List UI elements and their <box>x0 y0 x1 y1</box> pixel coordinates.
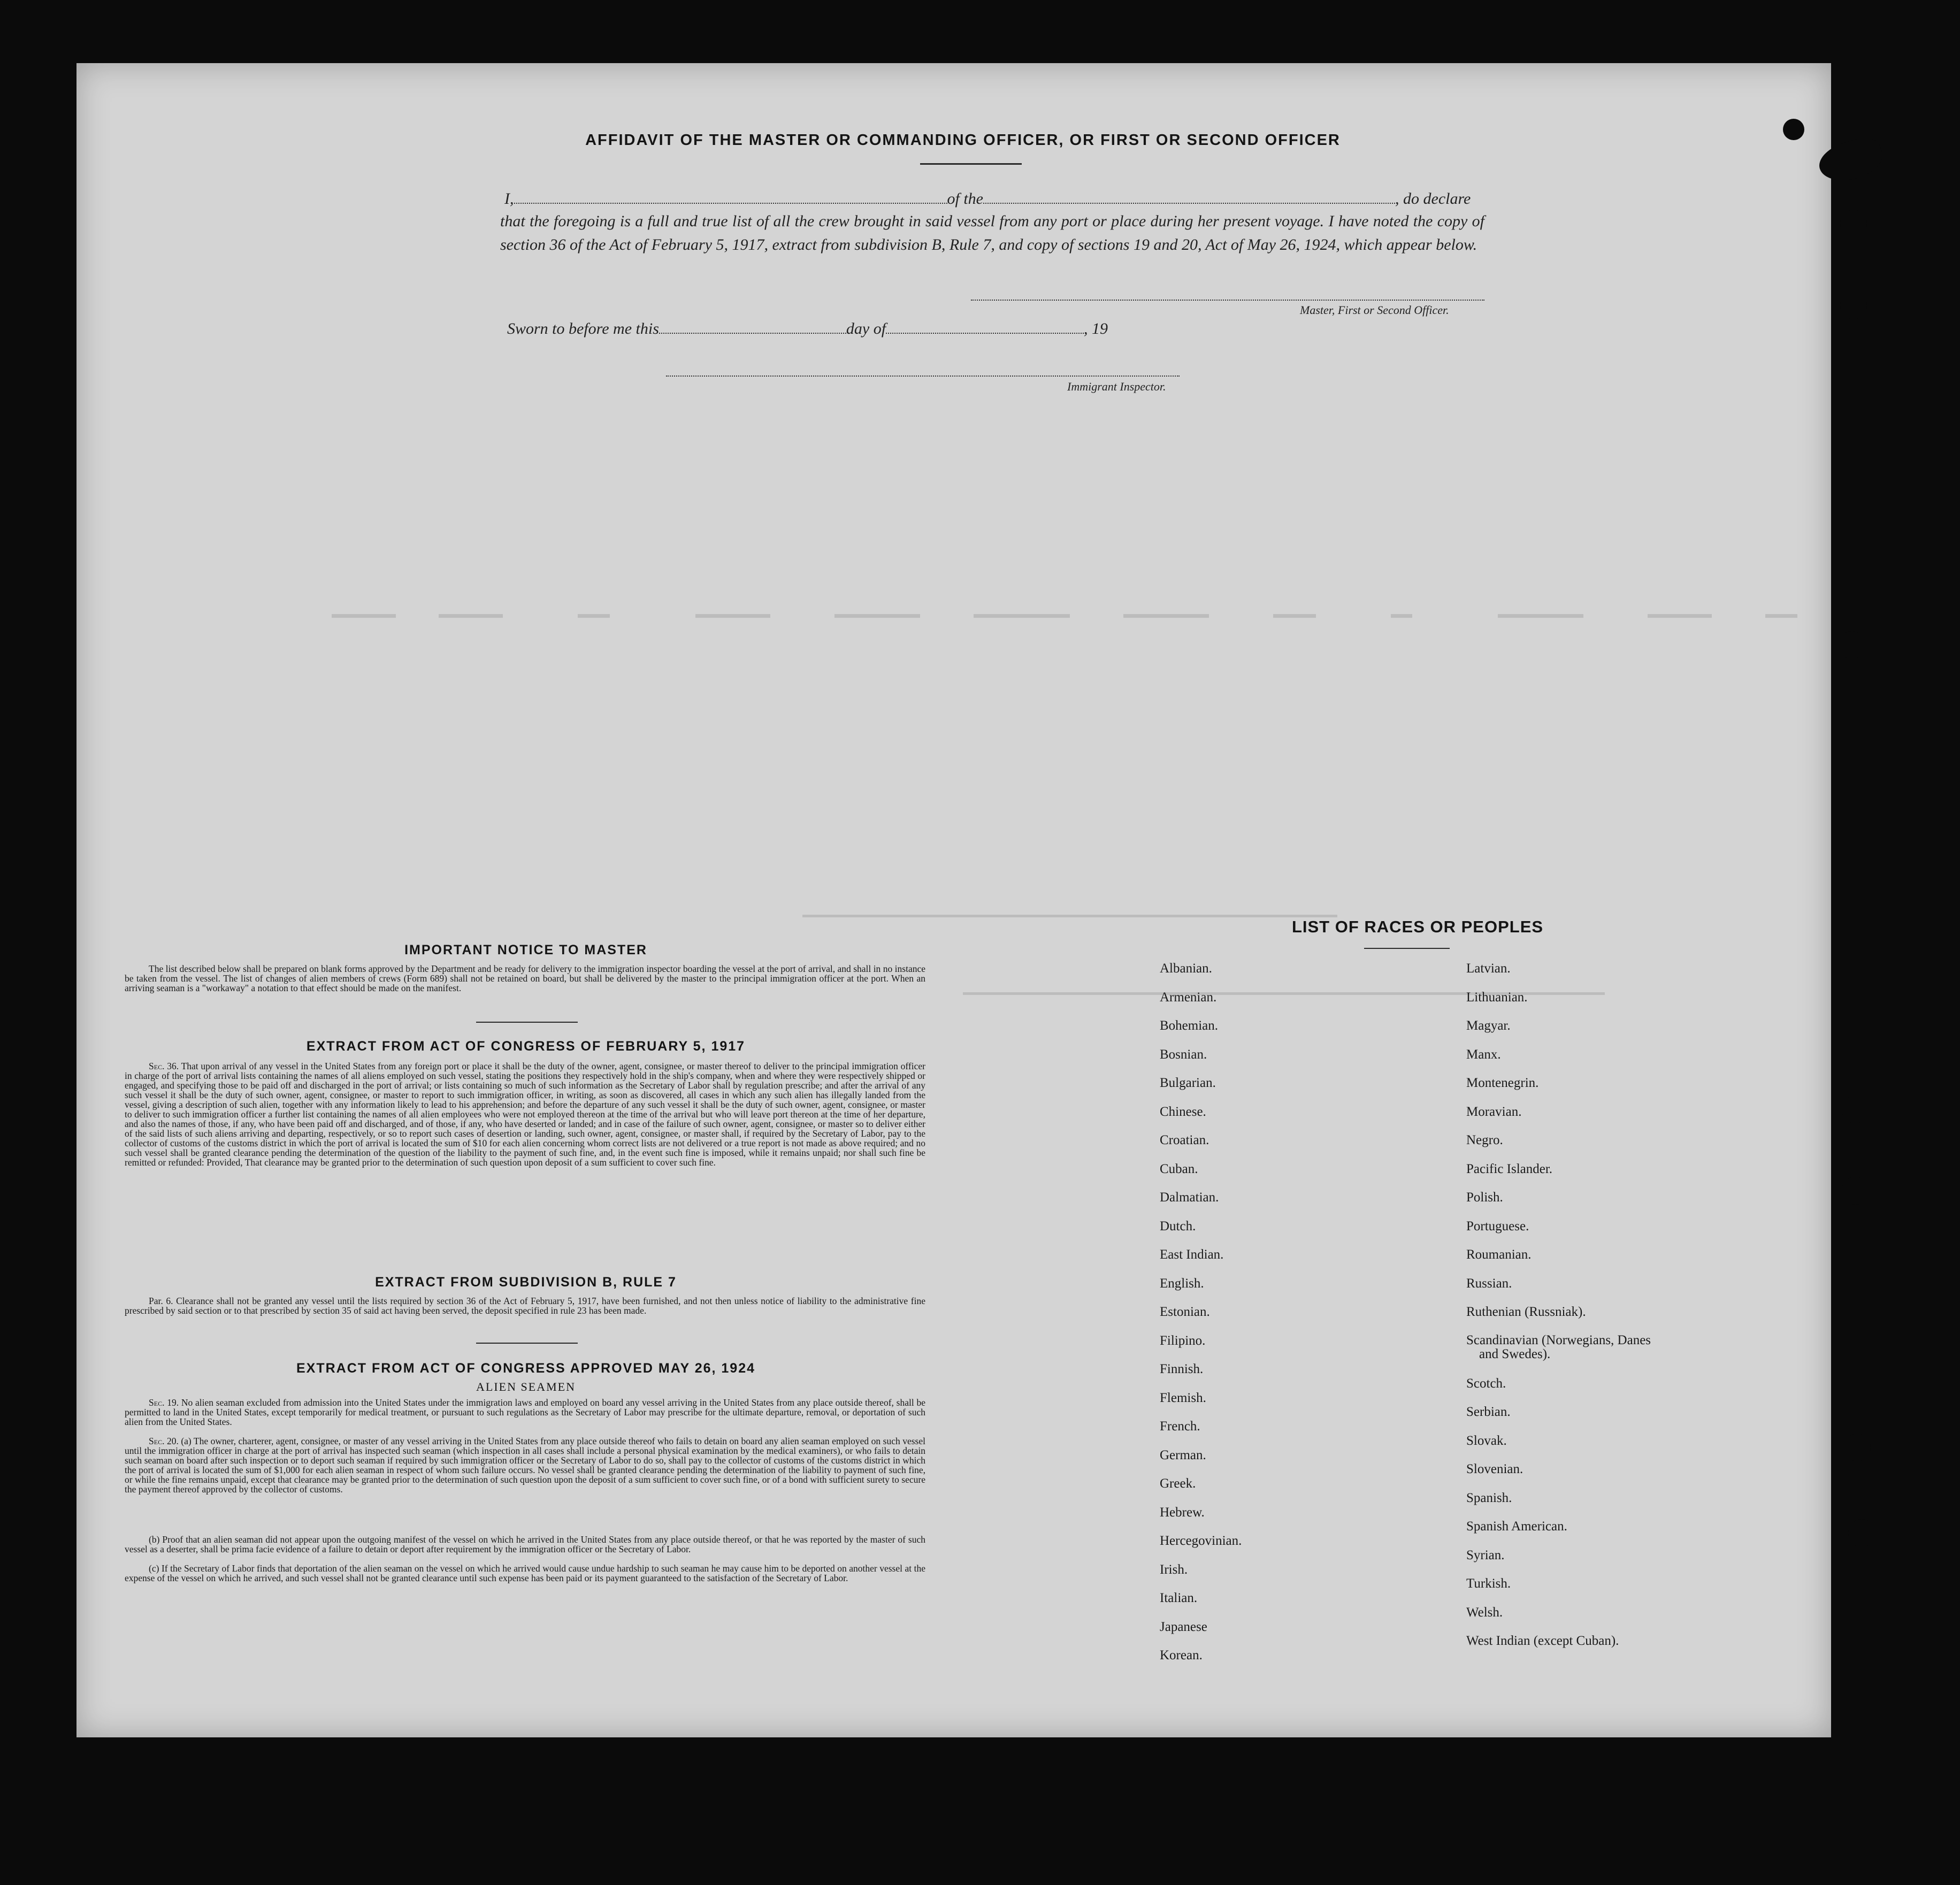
race-item: Armenian. <box>1160 990 1217 1005</box>
sec-20b-text: (b) Proof that an alien seaman did not appear upon the outgoing manifest of the vessel on which he arrived in the United States from any place outside thereof, or that he was reported by the master of such vessel as a deserter, shall be prima facie evidence of a failure to detain or deport after requirement by the immigration officer or the Secretary of Labor. <box>125 1534 925 1554</box>
races-divider <box>1364 948 1450 949</box>
sec-36-body: That upon arrival of any vessel in the United States from any foreign port or place it shall be the duty of the owner, agent, consignee, or master thereof to deliver to the principal immigration officer in charge of the port of arrival lists containing the names of all aliens employed on such vessel, stating the positions they respectively hold in the ship's company, when and where they were respectively shipped or engaged, and specifying those to be paid off and discharged in the port of arrival; or lists containing so much of such information as the Secretary of Labor shall by regulation prescribe; and after the arrival of any such vessel it shall be the duty of such owner, agent, consignee, or master to report to such immigration officer, in writing, as soon as discovered, all cases in which any such alien has illegally landed from the vessel, giving a description of such alien, together with any information likely to lead to his apprehension; and before the departure of any such vessel it shall be the duty of such owner, agent, consignee, or master to deliver to such immigration officer a further list containing the names of all alien employees who were not employed thereon at the time of the arrival but who will leave port thereon at the time of her departure, and also the names of those, if any, who have been paid off and discharged, and of those, if any, who have deserted or landed; and in case of the failure of such owner, agent, consignee, or master so to deliver either of the said lists of such aliens arriving and departing, respectively, or so to report such cases of desertion or landing, such owner, agent, consignee, or master shall, if required by the Secretary of Labor, pay to the collector of customs of the customs district in which the port of arrival is located the sum of $10 for each alien concerning whom correct lists are not delivered or a true report is not made as above required; and no such vessel shall be granted clearance pending the determination of the question of the liability to the payment of such fine, and, in the event such fine is imposed, while it remains unpaid; nor shall such fine be remitted or refunded: Provided, That clearance may be granted prior to the determination of such question upon deposit of a sum sufficient to cover such fine. <box>125 1061 925 1168</box>
punch-hole <box>1844 1434 1871 1461</box>
alien-seamen-subtitle: ALIEN SEAMEN <box>476 1380 576 1393</box>
notice-title: IMPORTANT NOTICE TO MASTER <box>404 942 647 957</box>
bleed-mark <box>578 614 610 618</box>
punch-hole <box>1842 1177 1869 1205</box>
race-item: Negro. <box>1466 1133 1503 1147</box>
race-item: Scotch. <box>1466 1376 1506 1391</box>
race-item: Polish. <box>1466 1190 1503 1205</box>
race-item: Manx. <box>1466 1047 1501 1062</box>
bleed-mark <box>974 614 1070 618</box>
year-prefix: , 19 <box>1084 320 1108 338</box>
sec-19-lead: Sec. 19. <box>149 1397 179 1408</box>
bleed-mark <box>834 614 920 618</box>
race-item: Turkish. <box>1466 1576 1511 1591</box>
extract-1917-text <box>125 1061 925 1167</box>
race-item: Russian. <box>1466 1276 1512 1291</box>
race-item: Slovenian. <box>1466 1462 1523 1477</box>
race-item: Serbian. <box>1466 1405 1511 1420</box>
race-item: Dalmatian. <box>1160 1190 1219 1205</box>
punch-hole <box>1839 631 1865 659</box>
race-item: Magyar. <box>1466 1018 1511 1033</box>
bleed-mark <box>1123 614 1209 618</box>
race-item: Estonian. <box>1160 1305 1210 1319</box>
race-item: Dutch. <box>1160 1219 1196 1233</box>
extract-1917-title: EXTRACT FROM ACT OF CONGRESS OF FEBRUARY 5, 1917 <box>306 1039 746 1054</box>
race-item: Bohemian. <box>1160 1018 1219 1033</box>
punch-hole <box>1848 1519 1875 1547</box>
affidavit-title: AFFIDAVIT OF THE MASTER OR COMMANDING OFFICER, OR FIRST OR SECOND OFFICER <box>585 132 1341 149</box>
race-item: Slovak. <box>1466 1433 1507 1448</box>
race-item: French. <box>1160 1419 1200 1434</box>
day-of-label: day of <box>846 320 886 338</box>
race-item: Latvian. <box>1466 961 1511 976</box>
race-item: Portuguese. <box>1466 1219 1529 1233</box>
race-item: East Indian. <box>1160 1247 1224 1262</box>
race-item: Spanish. <box>1466 1490 1512 1505</box>
race-item: Flemish. <box>1160 1390 1206 1405</box>
of-the-label: of the <box>947 190 983 208</box>
extract-rule7-text: Par. 6. Clearance shall not be granted any vessel until the lists required by section 36 of the Act of February 5, 1917, have been furnished, and not then unless notice of liability to the administrative fine prescribed by said section or to that prescribed by section 35 of said act having been served, the deposit specified in rule 23 has been made. <box>125 1296 925 1316</box>
race-item: Ruthenian (Russniak). <box>1466 1305 1586 1319</box>
extract-rule7-title: EXTRACT FROM SUBDIVISION B, RULE 7 <box>375 1275 677 1290</box>
race-item: Albanian. <box>1160 961 1212 976</box>
race-item: Lithuanian. <box>1466 990 1528 1005</box>
race-item: Italian. <box>1160 1591 1198 1605</box>
do-declare-label: , do declare <box>1395 190 1471 208</box>
title-divider <box>920 163 1022 165</box>
sec-19-body: No alien seaman excluded from admission into the United States under the immigration laws and employed on board any vessel arriving in the United States from any place outside thereof, shall be permitted to land in the United States, except temporarily for medical treatment, or pursuant to such regulations as the Secretary of Labor may prescribe for the ultimate departure, removal, or deportation of such alien from the United States. <box>125 1397 925 1427</box>
race-item: Hercegovinian. <box>1160 1534 1242 1548</box>
sec-20c-text: (c) If the Secretary of Labor finds that deportation of the alien seaman on the vessel on which he arrived would cause undue hardship to such seaman he may cause him to be deported on another vessel at the expense of the vessel on which he arrived, and such vessel shall not be granted clearance until such expense has been paid or its payment guaranteed to the satisfaction of the Secretary of Labor. <box>125 1563 925 1583</box>
bleed-mark <box>439 614 503 618</box>
sec-19-text <box>125 1398 925 1427</box>
race-item: Chinese. <box>1160 1104 1206 1119</box>
races-title: LIST OF RACES OR PEOPLES <box>1291 917 1544 936</box>
section-divider <box>476 1022 578 1023</box>
race-item: West Indian (except Cuban). <box>1466 1634 1619 1649</box>
race-item: Bosnian. <box>1160 1047 1207 1062</box>
extract-1924-title: EXTRACT FROM ACT OF CONGRESS APPROVED MAY 26, 1924 <box>296 1361 756 1376</box>
race-item: Welsh. <box>1466 1605 1503 1620</box>
race-item: German. <box>1160 1447 1206 1462</box>
affidavit-body: that the foregoing is a full and true list of all the crew brought in said vessel from any port or place during her present voyage. I have noted the copy of section 36 of the Act of February 5, 1917, extract from subdivision B, Rule 7, and copy of sections 19 and 20, Act of May 26, 1924, which appear below. <box>500 212 1484 254</box>
punch-hole <box>1783 119 1804 140</box>
bleed-mark <box>695 614 770 618</box>
race-item: English. <box>1160 1276 1204 1291</box>
race-item: Irish. <box>1160 1562 1188 1577</box>
race-item: Bulgarian. <box>1160 1076 1216 1090</box>
race-item: Montenegrin. <box>1466 1076 1539 1090</box>
race-item: Croatian. <box>1160 1133 1209 1147</box>
sworn-day-blank[interactable] <box>659 327 846 334</box>
sec-20-lead: Sec. 20. <box>149 1436 179 1446</box>
race-item: Scandinavian (Norwegians, Danes and Swedes). <box>1466 1332 1651 1361</box>
race-item: Japanese <box>1160 1619 1207 1634</box>
punch-hole <box>1840 292 1867 319</box>
sworn-month-blank[interactable] <box>886 327 1084 334</box>
bleed-mark <box>1498 614 1583 618</box>
race-item: Roumanian. <box>1466 1247 1532 1262</box>
master-signature-line[interactable] <box>971 300 1484 301</box>
race-item: Cuban. <box>1160 1161 1198 1176</box>
inspector-label: Immigrant Inspector. <box>1067 380 1166 393</box>
bleed-mark <box>1765 614 1797 618</box>
sec-20a-text <box>125 1436 925 1494</box>
sworn-prefix: Sworn to before me this <box>507 320 659 338</box>
race-item: Spanish American. <box>1466 1519 1567 1534</box>
race-item: Moravian. <box>1466 1104 1522 1119</box>
race-item: Finnish. <box>1160 1362 1204 1376</box>
punch-hole <box>1842 1095 1869 1123</box>
name-blank[interactable] <box>514 197 947 204</box>
bleed-mark <box>332 614 396 618</box>
bleed-mark <box>1648 614 1712 618</box>
race-item: Hebrew. <box>1160 1505 1205 1520</box>
vessel-blank[interactable] <box>983 197 1395 204</box>
bleed-mark <box>1273 614 1316 618</box>
affidavit-first-line <box>500 187 1484 211</box>
bleed-mark <box>1391 614 1412 618</box>
race-item: Filipino. <box>1160 1333 1206 1348</box>
section-divider <box>476 1343 578 1344</box>
punch-hole <box>1840 210 1867 237</box>
i-label: I, <box>504 190 514 208</box>
notice-text: The list described below shall be prepared on blank forms approved by the Department and be ready for delivery to the immigration inspector boarding the vessel at the port of arrival, and shall in no instance be taken from the vessel. The list of changes of alien members of crews (Form 689) shall not be retained on board, but shall be delivered by the master to the principal immigration officer at the port. When an arriving seaman is a "workaway" a notation to that effect should be made on the manifest. <box>125 963 925 993</box>
sec-36-lead: Sec. 36. <box>149 1061 179 1071</box>
race-item: Pacific Islander. <box>1466 1161 1553 1176</box>
master-label: Master, First or Second Officer. <box>1300 303 1449 317</box>
race-item: Korean. <box>1160 1648 1203 1662</box>
race-item: Greek. <box>1160 1476 1196 1491</box>
race-item: Syrian. <box>1466 1547 1505 1562</box>
sec-20a-body: (a) The owner, charterer, agent, consignee, or master of any vessel arriving in the United States from any place outside thereof who fails to detain on board any alien seaman employed on such vessel until the immigration officer in charge at the port of arrival has inspected such seaman (which inspection in all cases shall include a personal physical examination by the medical examiners), or who fails to detain such seaman on board after such inspection or to deport such seaman if required by such immigration officer or the Secretary of Labor to do so, shall pay to the collector of customs of the customs district in which the port of arrival is located the sum of $1,000 for each alien seaman in respect of whom such failure occurs. No vessel shall be granted clearance pending the determination of the liability to payment of such fine, or while the fine remains unpaid, except that clearance may be granted prior to the determination of such question upon the deposit of a sum sufficient to cover such fine, or of a bond with sufficient surety to secure the payment thereof approved by the collector of customs. <box>125 1436 925 1495</box>
inspector-signature-line[interactable] <box>666 376 1180 377</box>
sworn-line <box>507 320 1108 338</box>
